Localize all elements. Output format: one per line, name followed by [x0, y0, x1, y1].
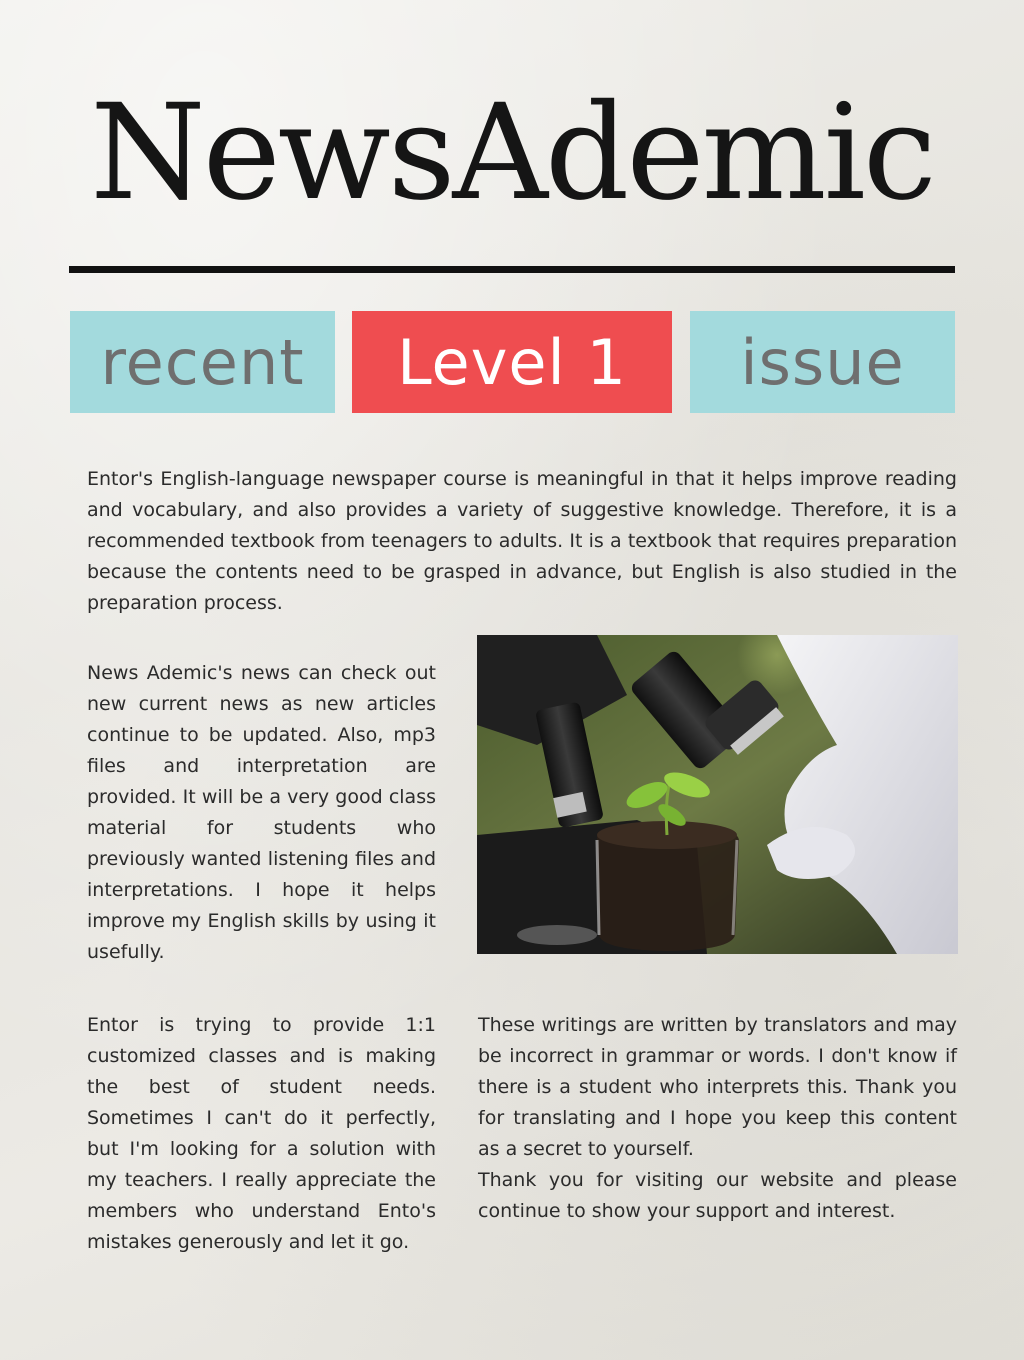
tag-level: Level 1: [352, 311, 672, 413]
thanks-paragraph: Thank you for visiting our website and please continue to show your support and interest.: [478, 1169, 957, 1222]
classes-paragraph: Entor is trying to provide 1:1 customized classes and is making the best of student needs. Sometimes I can't do it perfectly, but I'm looking for a solution with my teachers. I really appreciate the members who understand Ento's mistakes generously and let it go.: [87, 1014, 436, 1253]
tag-recent: recent: [70, 311, 335, 413]
translators-block: [478, 1010, 957, 1227]
microscope-seedling-photo: [477, 635, 958, 954]
translators-paragraph: These writings are written by translators and may be incorrect in grammar or words. I don't know if there is a student who interprets this. Thank you for translating and I hope you keep this content as a secret to yourself.: [478, 1014, 957, 1160]
masthead-title: NewsAdemic: [90, 76, 934, 230]
news-paragraph: News Ademic's news can check out new current news as new articles continue to be updated. Also, mp3 files and interpretation are provided. It will be a very good class material for students who previously wanted listening files and interpretations. I hope it helps improve my English skills by using it usefully.: [87, 662, 436, 963]
intro-paragraph: Entor's English-language newspaper course is meaningful in that it helps improve reading and vocabulary, and also provides a variety of suggestive knowledge. Therefore, it is a recommended textbook from teenagers to adults. It is a textbook that requires preparation because the contents need to be grasped in advance, but English is also studied in the preparation process.: [87, 468, 957, 614]
masthead-rule: [69, 266, 955, 273]
tag-issue: issue: [690, 311, 955, 413]
photo-illustration: [477, 635, 958, 954]
